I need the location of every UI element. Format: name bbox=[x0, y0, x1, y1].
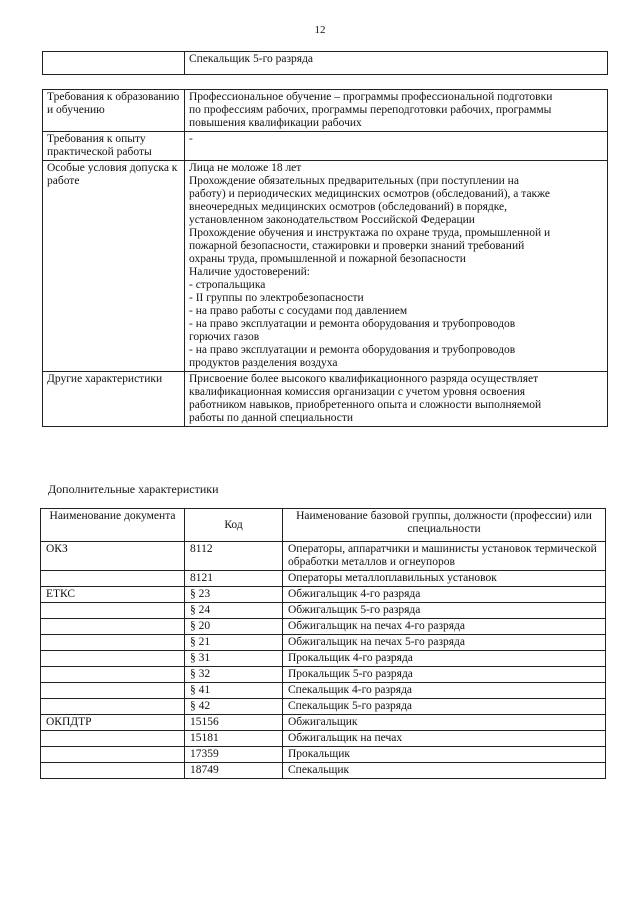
classifier-row bbox=[41, 747, 606, 763]
classifier-document bbox=[41, 651, 185, 667]
classifier-row bbox=[41, 667, 606, 683]
requirement-row bbox=[43, 90, 608, 132]
page-number: 12 bbox=[314, 24, 326, 36]
requirement-label: Требования к образованию и обучению bbox=[43, 90, 185, 132]
requirement-line: Наличие удостоверений: bbox=[189, 266, 310, 278]
classifier-code: 15156 bbox=[185, 715, 283, 731]
classifier-name: Прокальщик bbox=[283, 747, 606, 763]
classifier-code: § 41 bbox=[185, 683, 283, 699]
requirement-row bbox=[43, 132, 608, 161]
requirement-line: продуктов разделения воздуха bbox=[189, 357, 338, 369]
requirement-line: - на право эксплуатации и ремонта оборудования и трубопроводов bbox=[189, 318, 516, 330]
requirement-label: Особые условия допуска к работе bbox=[43, 161, 185, 372]
classifier-name: Обжигальщик на печах 5-го разряда bbox=[283, 635, 606, 651]
requirement-content bbox=[185, 132, 608, 161]
classifier-code: 15181 bbox=[185, 731, 283, 747]
classifier-document bbox=[41, 747, 185, 763]
requirement-label: Другие характеристики bbox=[43, 372, 185, 427]
classifier-name: Операторы, аппаратчики и машинисты установок термической обработки металлов и огнеупоров bbox=[283, 542, 606, 571]
classifier-name: Прокальщик 5-го разряда bbox=[283, 667, 606, 683]
header-document: Наименование документа bbox=[41, 509, 185, 542]
classifier-document bbox=[41, 699, 185, 715]
classifier-name: Прокальщик 4-го разряда bbox=[283, 651, 606, 667]
requirement-line: - на право работы с сосудами под давлением bbox=[189, 305, 408, 317]
classifier-header-row bbox=[41, 509, 606, 542]
classifier-name: Обжигальщик на печах bbox=[283, 731, 606, 747]
requirement-line: Профессиональное обучение – программы профессиональной подготовки bbox=[189, 91, 553, 103]
classifier-row bbox=[41, 763, 606, 779]
classifier-document bbox=[41, 763, 185, 779]
classifier-code: § 31 bbox=[185, 651, 283, 667]
requirement-content bbox=[185, 161, 608, 372]
classifier-document bbox=[41, 667, 185, 683]
requirement-row bbox=[43, 372, 608, 427]
requirement-line: повышения квалификации рабочих bbox=[189, 117, 362, 129]
requirement-line: работы по данной специальности bbox=[189, 412, 354, 424]
classifier-name: Спекальщик bbox=[283, 763, 606, 779]
classifier-name: Спекальщик 5-го разряда bbox=[283, 699, 606, 715]
requirement-line: - bbox=[189, 133, 193, 145]
requirement-line: квалификационная комиссия организации с учетом уровня освоения bbox=[189, 386, 526, 398]
classifier-name: Обжигальщик на печах 4-го разряда bbox=[283, 619, 606, 635]
classifier-name: Обжигальщик 5-го разряда bbox=[283, 603, 606, 619]
classifier-document bbox=[41, 619, 185, 635]
header-name: Наименование базовой группы, должности (профессии) или специальности bbox=[283, 509, 606, 542]
requirement-line: Лица не моложе 18 лет bbox=[189, 162, 302, 174]
requirement-line: работу) и периодических медицинских осмотров (обследований), а также bbox=[189, 188, 551, 200]
requirement-row bbox=[43, 161, 608, 372]
classifier-code: § 21 bbox=[185, 635, 283, 651]
requirement-line: по профессиям рабочих, программы переподготовки рабочих, программы bbox=[189, 104, 552, 116]
header-code: Код bbox=[185, 509, 283, 542]
classifier-document bbox=[41, 731, 185, 747]
requirement-line: - на право эксплуатации и ремонта оборудования и трубопроводов bbox=[189, 344, 516, 356]
requirement-line: охраны труда, промышленной и пожарной безопасности bbox=[189, 253, 466, 265]
classifier-code: 18749 bbox=[185, 763, 283, 779]
title-empty-cell bbox=[43, 52, 185, 75]
requirement-line: - II группы по электробезопасности bbox=[189, 292, 364, 304]
classifier-name: Обжигальщик bbox=[283, 715, 606, 731]
classifier-row bbox=[41, 699, 606, 715]
classifier-row bbox=[41, 587, 606, 603]
classifier-row bbox=[41, 571, 606, 587]
classifier-code: 8121 bbox=[185, 571, 283, 587]
classifier-row bbox=[41, 651, 606, 667]
classifier-code: § 42 bbox=[185, 699, 283, 715]
requirements-table bbox=[42, 89, 608, 427]
classifier-document bbox=[41, 603, 185, 619]
requirement-line: пожарной безопасности, стажировки и проверки знаний требований bbox=[189, 240, 525, 252]
classifier-row bbox=[41, 715, 606, 731]
requirement-line: установленном законодательством Российской Федерации bbox=[189, 214, 475, 226]
requirement-content bbox=[185, 90, 608, 132]
requirement-line: Прохождение обучения и инструктажа по охране труда, промышленной и bbox=[189, 227, 551, 239]
classifier-row bbox=[41, 635, 606, 651]
classifier-row bbox=[41, 731, 606, 747]
profession-title: Спекальщик 5-го разряда bbox=[185, 52, 608, 75]
profession-title-table bbox=[42, 51, 608, 75]
requirement-content bbox=[185, 372, 608, 427]
requirement-line: работником навыков, приобретенного опыта и сложности выполняемой bbox=[189, 399, 542, 411]
classifier-code: 8112 bbox=[185, 542, 283, 571]
classifier-document bbox=[41, 635, 185, 651]
classifier-code: § 24 bbox=[185, 603, 283, 619]
classifier-row bbox=[41, 683, 606, 699]
requirement-label: Требования к опыту практической работы bbox=[43, 132, 185, 161]
classifier-code: § 32 bbox=[185, 667, 283, 683]
classifier-name: Обжигальщик 4-го разряда bbox=[283, 587, 606, 603]
classifier-document: ОКЗ bbox=[41, 542, 185, 571]
classifier-code: § 23 bbox=[185, 587, 283, 603]
requirement-line: Присвоение более высокого квалификационного разряда осуществляет bbox=[189, 373, 539, 385]
requirement-line: Прохождение обязательных предварительных (при поступлении на bbox=[189, 175, 519, 187]
classifier-table bbox=[40, 508, 606, 779]
classifier-row bbox=[41, 603, 606, 619]
classifier-name: Спекальщик 4-го разряда bbox=[283, 683, 606, 699]
classifier-document: ОКПДТР bbox=[41, 715, 185, 731]
classifier-document: ЕТКС bbox=[41, 587, 185, 603]
classifier-code: § 20 bbox=[185, 619, 283, 635]
classifier-document bbox=[41, 683, 185, 699]
classifier-document bbox=[41, 571, 185, 587]
classifier-name: Операторы металлоплавильных установок bbox=[283, 571, 606, 587]
requirement-line: горючих газов bbox=[189, 331, 260, 343]
classifier-code: 17359 bbox=[185, 747, 283, 763]
classifier-row bbox=[41, 619, 606, 635]
classifier-row bbox=[41, 542, 606, 571]
additional-characteristics-heading: Дополнительные характеристики bbox=[48, 482, 219, 496]
requirement-line: внеочередных медицинских осмотров (обследований) в порядке, bbox=[189, 201, 508, 213]
requirement-line: - стропальщика bbox=[189, 279, 266, 291]
